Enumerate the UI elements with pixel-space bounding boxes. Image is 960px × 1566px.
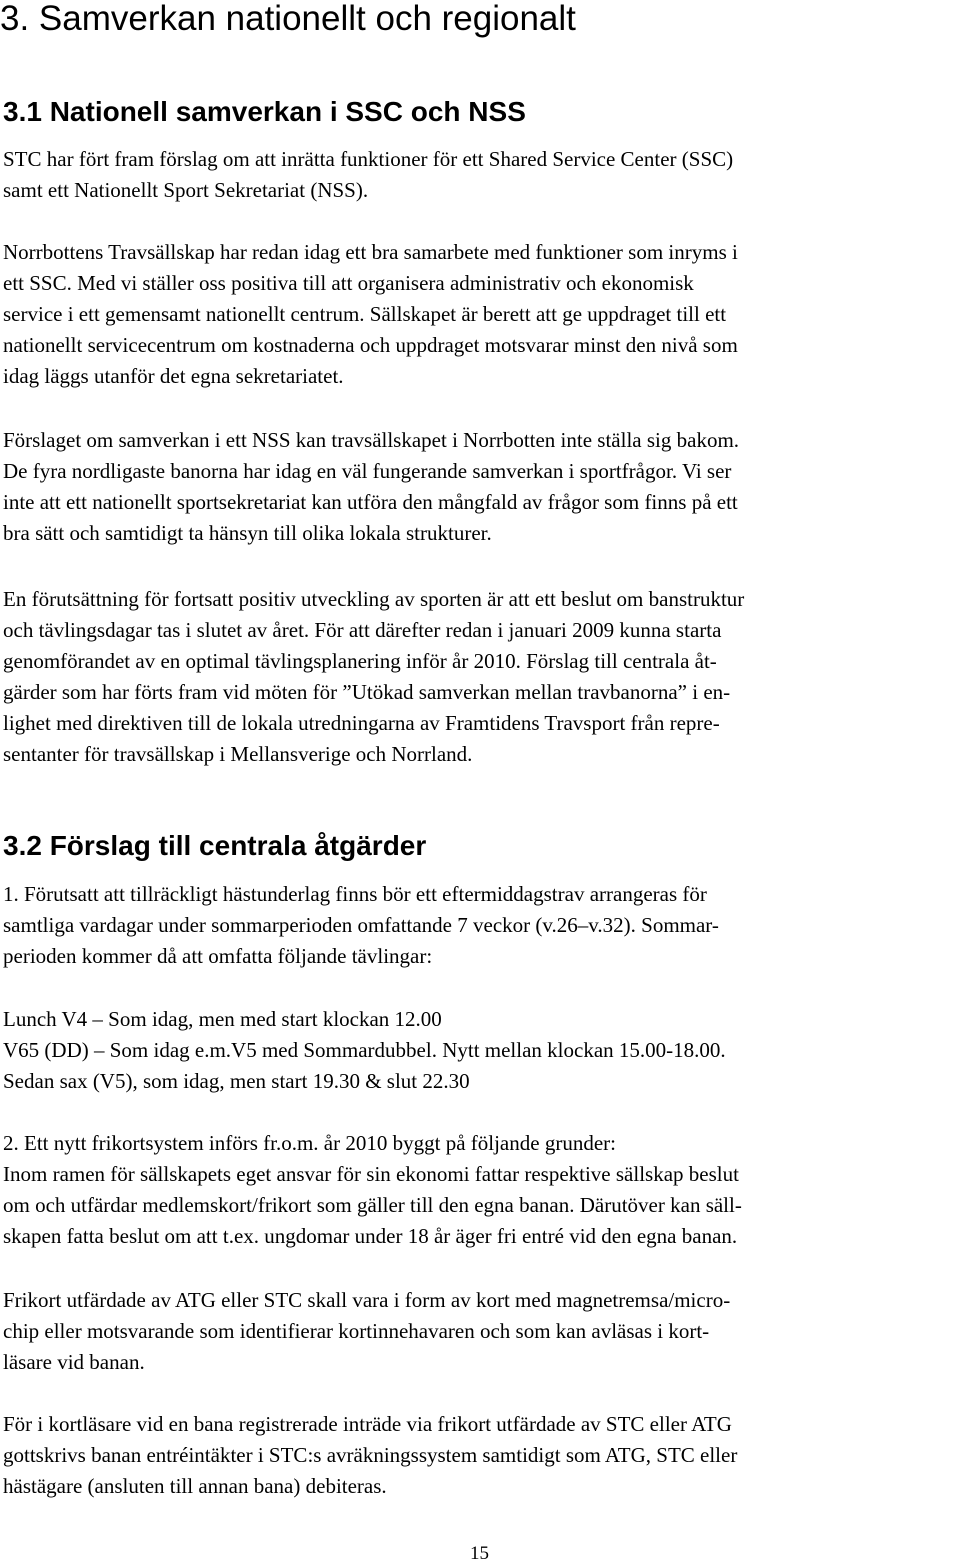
text-line: skapen fatta beslut om att t.ex. ungdomar under 18 år äger fri entré vid den egna banan. xyxy=(3,1224,738,1248)
text-line: STC har fört fram förslag om att inrätta funktioner för ett Shared Service Center (SSC) xyxy=(3,147,734,171)
paragraph xyxy=(3,1409,737,1502)
paragraph xyxy=(3,237,738,392)
text-line: chip eller motsvarande som identifierar kortinnehavaren och som kan avläsas i kort- xyxy=(3,1319,710,1343)
paragraph xyxy=(3,1285,730,1378)
text-line: Norrbottens Travsällskap har redan idag ett bra samarbete med funktioner som inryms i xyxy=(3,240,738,264)
text-line: hästägare (ansluten till annan bana) debiteras. xyxy=(3,1474,387,1498)
text-line: läsare vid banan. xyxy=(3,1350,145,1374)
text-line: service i ett gemensamt nationellt centrum. Sällskapet är berett att ge uppdraget till ett xyxy=(3,302,727,326)
list-item: Sedan sax (V5), som idag, men start 19.30 & slut 22.30 xyxy=(3,1069,470,1093)
text-line: De fyra nordligaste banorna har idag en väl fungerande samverkan i sportfrågor. Vi ser xyxy=(3,459,732,483)
text-line: bra sätt och samtidigt ta hänsyn till olika lokala strukturer. xyxy=(3,521,492,545)
text-line: om och utfärdar medlemskort/frikort som gäller till den egna banan. Därutöver kan säll- xyxy=(3,1193,742,1217)
paragraph xyxy=(3,144,733,206)
text-line: Frikort utfärdade av ATG eller STC skall vara i form av kort med magnetremsa/micro- xyxy=(3,1288,731,1312)
text-line: sentanter för travsällskap i Mellansverige och Norrland. xyxy=(3,742,473,766)
chapter-title: 3. Samverkan nationellt och regionalt xyxy=(0,0,576,38)
text-line: perioden kommer då att omfatta följande tävlingar: xyxy=(3,944,433,968)
text-line: gottskrivs banan entréintäkter i STC:s avräkningssystem samtidigt som ATG, STC eller xyxy=(3,1443,738,1467)
text-line: inte att ett nationellt sportsekretariat kan utföra den mångfald av frågor som finns på ett xyxy=(3,490,738,514)
race-list xyxy=(3,1004,726,1097)
text-line: samt ett Nationellt Sport Sekretariat (NSS). xyxy=(3,178,369,202)
text-line: En förutsättning för fortsatt positiv utveckling av sporten är att ett beslut om banstruktur xyxy=(3,587,745,611)
list-item: V65 (DD) – Som idag e.m.V5 med Sommardubbel. Nytt mellan klockan 15.00-18.00. xyxy=(3,1038,726,1062)
paragraph xyxy=(3,584,744,770)
text-line: och tävlingsdagar tas i slutet av året. För att därefter redan i januari 2009 kunna starta xyxy=(3,618,722,642)
text-line: gärder som har förts fram vid möten för ”Utökad samverkan mellan travbanorna” i en- xyxy=(3,680,731,704)
page-number: 15 xyxy=(470,1543,489,1564)
list-item: Lunch V4 – Som idag, men med start klockan 12.00 xyxy=(3,1007,442,1031)
paragraph xyxy=(3,1128,742,1252)
section-heading-3-1: 3.1 Nationell samverkan i SSC och NSS xyxy=(3,96,526,127)
text-line: 1. Förutsatt att tillräckligt hästunderlag finns bör ett eftermiddagstrav arrangeras för xyxy=(3,882,707,906)
text-line: lighet med direktiven till de lokala utredningarna av Framtidens Travsport från repre- xyxy=(3,711,720,735)
text-line: För i kortläsare vid en bana registrerade inträde via frikort utfärdade av STC eller ATG xyxy=(3,1412,732,1436)
text-line: Inom ramen för sällskapets eget ansvar för sin ekonomi fattar respektive sällskap beslut xyxy=(3,1162,739,1186)
text-line: 2. Ett nytt frikortsystem införs fr.o.m. år 2010 byggt på följande grunder: xyxy=(3,1131,616,1155)
text-line: Förslaget om samverkan i ett NSS kan travsällskapet i Norrbotten inte ställa sig bakom. xyxy=(3,428,740,452)
paragraph xyxy=(3,425,739,549)
text-line: nationellt servicecentrum om kostnaderna och uppdraget motsvarar minst den nivå som xyxy=(3,333,738,357)
section-heading-3-2: 3.2 Förslag till centrala åtgärder xyxy=(3,830,427,861)
text-line: genomförandet av en optimal tävlingsplanering inför år 2010. Förslag till centrala åt- xyxy=(3,649,717,673)
text-line: samtliga vardagar under sommarperioden omfattande 7 veckor (v.26–v.32). Sommar- xyxy=(3,913,719,937)
text-line: idag läggs utanför det egna sekretariatet. xyxy=(3,364,344,388)
text-line: ett SSC. Med vi ställer oss positiva till att organisera administrativ och ekonomisk xyxy=(3,271,694,295)
paragraph xyxy=(3,879,719,972)
